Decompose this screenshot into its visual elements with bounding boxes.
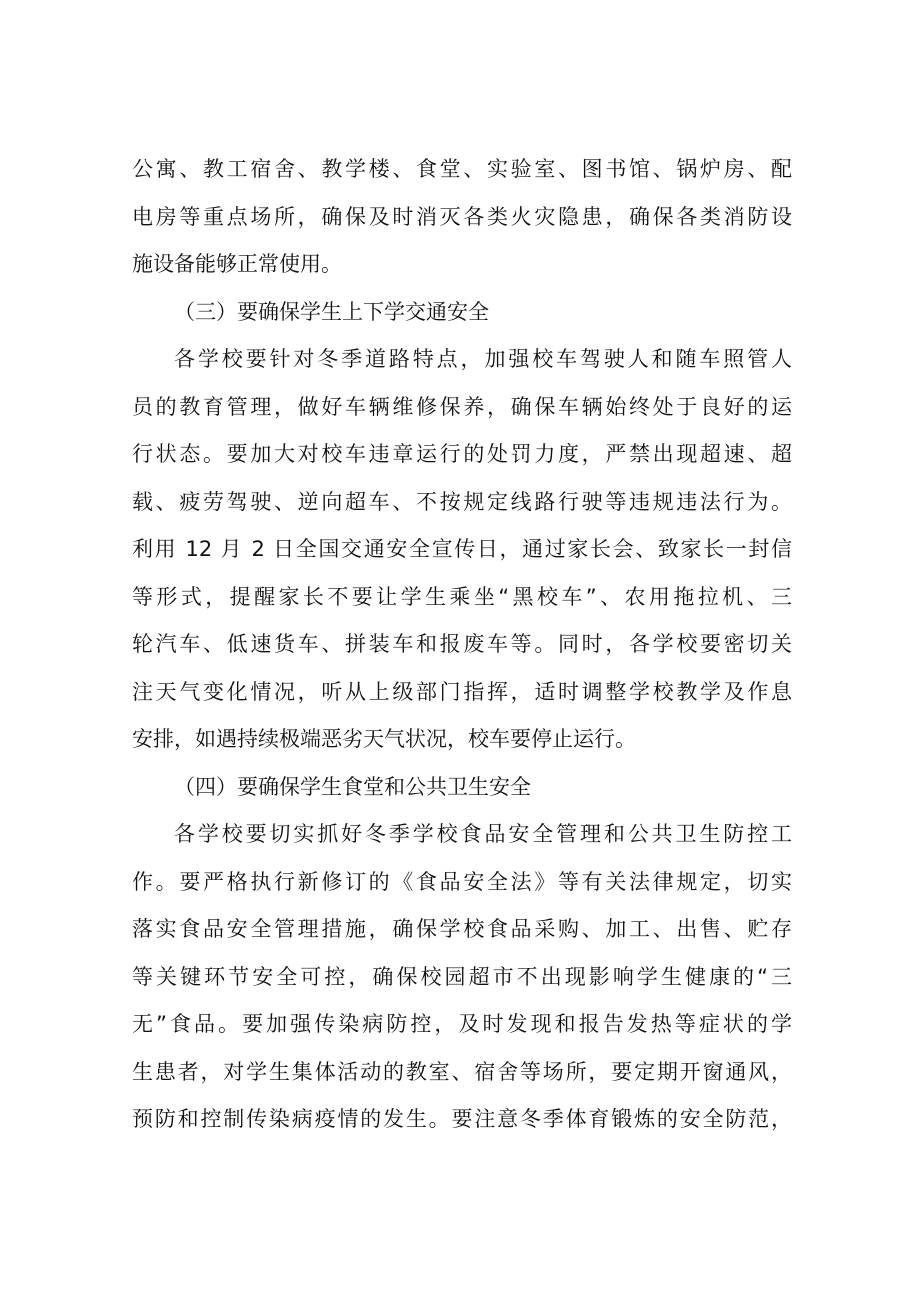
body-paragraph: [132, 336, 792, 764]
text-line: 注天气变化情况，听从上级部门指挥，适时调整学校教学及作息: [132, 679, 792, 704]
text-line: 电房等重点场所，确保及时消灭各类火灾隐患，确保各类消防设: [132, 204, 792, 229]
text-line: 利用 12 月 2 日全国交通安全宣传日，通过家长会、致家长一封信: [132, 537, 792, 561]
body-paragraph: [132, 146, 792, 289]
body-paragraph: [132, 811, 792, 1144]
text-line: 等形式，提醒家长不要让学生乘坐“黑校车”、农用拖拉机、三: [132, 584, 792, 609]
text-line: 等关键环节安全可控，确保校园超市不出现影响学生健康的“三: [132, 964, 792, 989]
text-line: 公寓、教工宿舍、教学楼、食堂、实验室、图书馆、锅炉房、配: [132, 157, 792, 181]
text-line: 各学校要针对冬季道路特点，加强校车驾驶人和随车照管人: [174, 347, 792, 371]
text-line: 生患者，对学生集体活动的教室、宿舍等场所，要定期开窗通风，: [132, 1059, 792, 1084]
text-line: 作。要严格执行新修订的《食品安全法》等有关法律规定，切实: [132, 869, 792, 894]
heading-text: （四）要确保学生食堂和公共卫生安全: [174, 774, 531, 799]
text-line: 行状态。要加大对校车违章运行的处罚力度，严禁出现超速、超: [132, 442, 792, 466]
heading-text: （三）要确保学生上下学交通安全: [174, 299, 489, 324]
section-heading: [132, 764, 792, 812]
text-line: 载、疲劳驾驶、逆向超车、不按规定线路行驶等违规违法行为。: [132, 489, 792, 514]
text-line: 预防和控制传染病疫情的发生。要注意冬季体育锻炼的安全防范，: [132, 1107, 792, 1131]
text-line: 轮汽车、低速货车、拼装车和报废车等。同时，各学校要密切关: [132, 632, 792, 656]
text-line: 施设备能够正常使用。: [132, 252, 342, 276]
text-line: 无”食品。要加强传染病防控，及时发现和报告发热等症状的学: [132, 1012, 792, 1036]
text-line: 员的教育管理，做好车辆维修保养，确保车辆始终处于良好的运: [132, 394, 792, 419]
text-line: 安排，如遇持续极端恶劣天气状况，校车要停止运行。: [132, 727, 636, 751]
section-heading: [132, 289, 792, 337]
text-line: 各学校要切实抓好冬季学校食品安全管理和公共卫生防控工: [174, 822, 792, 846]
document-body: [132, 146, 792, 1144]
text-line: 落实食品安全管理措施，确保学校食品采购、加工、出售、贮存: [132, 917, 792, 941]
